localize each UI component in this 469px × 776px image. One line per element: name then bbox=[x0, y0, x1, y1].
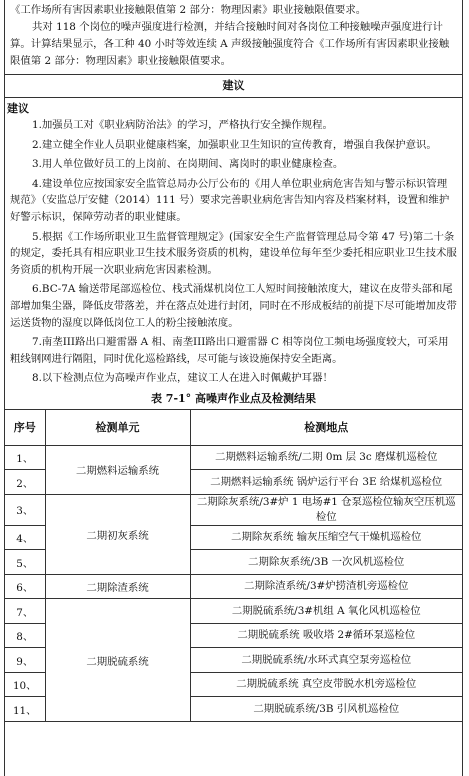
table-row bbox=[5, 445, 462, 470]
cell-unit: 二期燃料运输系统 bbox=[45, 445, 190, 494]
cell-serial: 8、 bbox=[5, 623, 45, 648]
intro-paragraph: 共对 118 个岗位的噪声强度进行检测，并结合接触时间对各岗位工种接触噪声强度进行计算。计算结果显示，各工种 40 小时等效连续 A 声级接触强度符合《工作场所有害因素职业接触限值第 2 部分：物理因素》职业接触限值要求。 bbox=[10, 21, 450, 67]
cell-location: 二期燃料运输系统/二期 0m 层 3c 磨煤机巡检位 bbox=[190, 445, 462, 470]
table-header-row bbox=[5, 409, 462, 445]
cell-serial: 4、 bbox=[5, 525, 45, 550]
cell-unit: 二期初灰系统 bbox=[45, 494, 190, 574]
cell-serial: 11、 bbox=[5, 697, 45, 722]
header-serial: 序号 bbox=[5, 409, 45, 445]
cell-serial: 5、 bbox=[5, 550, 45, 575]
table-row bbox=[5, 599, 462, 624]
cell-location: 二期除渣系统/3#炉捞渣机旁巡检位 bbox=[190, 574, 462, 599]
cell-location: 二期燃料运输系统 锅炉运行平台 3E 给煤机巡检位 bbox=[190, 470, 462, 495]
cell-serial: 6、 bbox=[5, 574, 45, 599]
cell-location: 二期除灰系统 输灰压缩空气干燥机巡检位 bbox=[190, 525, 462, 550]
cell-unit: 二期脱硫系统 bbox=[45, 599, 190, 722]
cell-unit: 二期除渣系统 bbox=[45, 574, 190, 599]
cell-location: 二期脱硫系统 吸收塔 2#循环泵巡检位 bbox=[190, 623, 462, 648]
suggestion-item: 7.南垄III路出口避雷器 A 相、南垄III路出口避雷器 C 相等岗位工频电场强度较大，可采用粗线钢网进行隔阻，同时优化巡检路线，尽可能与该设施保持安全距离。 bbox=[10, 336, 449, 365]
suggestion-item: 1.加强员工对《职业病防治法》的学习，严格执行安全操作规程。 bbox=[32, 119, 333, 131]
cell-location: 二期脱硫系统/3B 引风机巡检位 bbox=[190, 697, 462, 722]
cell-serial: 2、 bbox=[5, 470, 45, 495]
section-title: 建议 bbox=[5, 74, 462, 98]
intro-line: 《工作场所有害因素职业接触限值第 2 部分：物理因素》职业接触限值要求。 bbox=[10, 4, 367, 16]
cell-serial: 7、 bbox=[5, 599, 45, 624]
suggestion-item: 2.建立健全作业人员职业健康档案，加强职业卫生知识的宣传教育，增强自我保护意识。 bbox=[32, 138, 437, 151]
document-page bbox=[4, 0, 463, 776]
cell-serial: 1、 bbox=[5, 445, 45, 470]
results-table bbox=[5, 409, 462, 722]
cell-serial: 3、 bbox=[5, 494, 45, 525]
table-row bbox=[5, 574, 462, 599]
suggestions-list bbox=[5, 117, 462, 387]
cell-location: 二期脱硫系统/3#机组 A 氧化风机巡检位 bbox=[190, 599, 462, 624]
cell-location: 二期脱硫系统/水环式真空泵旁巡检位 bbox=[190, 648, 462, 673]
suggestion-item: 6.BC-7A 输送带尾部巡检位、栈式涌煤机岗位工人短时间接触浓度大，建议在皮带头部和尾部增加集尘器，降低皮带落差，并在落点处进行封闭，同时在不形成板结的前提下尽可能增加皮带运送货物的湿度以降低岗位工人的粉尘接触浓度。 bbox=[10, 283, 457, 329]
cell-location: 二期除灰系统/3#炉 1 电场#1 仓泵巡检位输灰空压机巡检位 bbox=[190, 494, 462, 525]
suggestion-item: 4.建设单位应按国家安全监管总局办公厅公布的《用人单位职业病危害告知与警示标识管理规范》（安监总厅安健（2014）111 号）要求完善职业病危害告知内容及档案材料，设置和维护好警示标识，保障劳动者的职业健康。 bbox=[10, 177, 450, 223]
cell-serial: 10、 bbox=[5, 672, 45, 697]
suggestion-item: 3.用人单位做好员工的上岗前、在岗期间、离岗时的职业健康检查。 bbox=[32, 158, 344, 171]
suggestions-heading: 建议 bbox=[7, 102, 29, 115]
cell-location: 二期脱硫系统 真空皮带脱水机旁巡检位 bbox=[190, 672, 462, 697]
suggestion-item: 8.以下检测点位为高噪声作业点，建议工人在进入时佩戴护耳器！ bbox=[32, 372, 333, 385]
cell-location: 二期除灰系统/3B 一次风机巡检位 bbox=[190, 550, 462, 575]
header-location: 检测地点 bbox=[190, 409, 462, 445]
header-unit: 检测单元 bbox=[45, 409, 190, 445]
suggestion-item: 5.根据《工作场所职业卫生监督管理规定》(国家安全生产监督管理总局令第 47 号)第二十条的规定，委托具有相应职业卫生技术服务资质的机构，建设单位每年至少委托相应职业卫生技术服务资质的机构开展一次职业病危害因素检测。 bbox=[10, 230, 457, 276]
table-row bbox=[5, 494, 462, 525]
intro-block bbox=[5, 0, 462, 70]
cell-serial: 9、 bbox=[5, 648, 45, 673]
table-title: 表 7-1° 高噪声作业点及检测结果 bbox=[150, 391, 317, 405]
